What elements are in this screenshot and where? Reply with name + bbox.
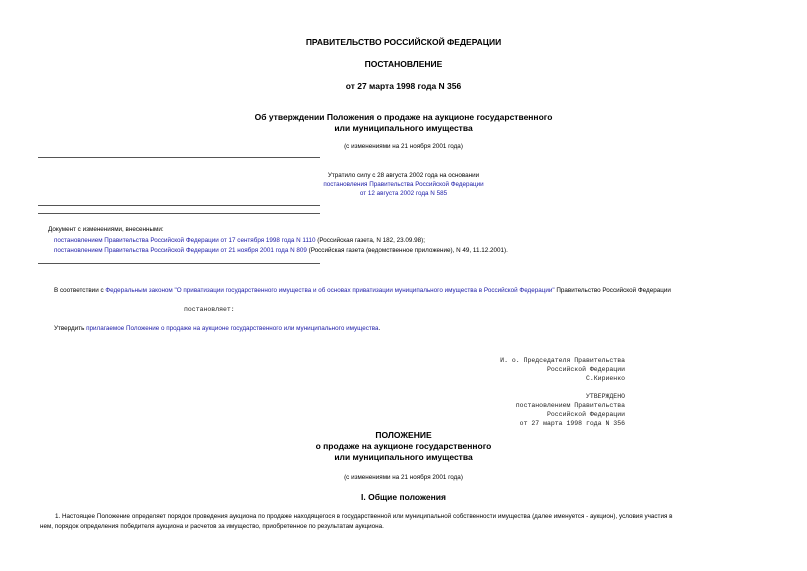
doc-type: ПОСТАНОВЛЕНИЕ — [364, 59, 443, 69]
changes-item — [54, 247, 508, 254]
paragraph-1-line1: 1. Настоящее Положение определяет порядок проведения аукциона по продаже находящегося в государственной или муниципальной собственности имущества (далее именуется - аукцион), условия участия в — [55, 513, 673, 520]
regulation-amendments-note: (с изменениями на 21 ноября 2001 года) — [344, 474, 463, 481]
approve-suffix: . — [378, 325, 381, 332]
change-decree-link[interactable]: постановлением Правительства Российской Федерации от 17 сентября 1998 года N 1110 — [54, 237, 316, 244]
section-heading: I. Общие положения — [361, 492, 446, 502]
doc-amendments-note: (с изменениями на 21 ноября 2001 года) — [344, 143, 463, 150]
government-title: ПРАВИТЕЛЬСТВО РОССИЙСКОЙ ФЕДЕРАЦИИ — [305, 37, 502, 47]
preamble-prefix: В соответствии с — [54, 287, 106, 294]
doc-title-line1: Об утверждении Положения о продаже на аукционе государственного — [254, 112, 553, 122]
preamble-suffix: Правительство Российской Федерации — [554, 287, 671, 294]
approved-date: от 27 марта 1998 года N 356 — [519, 420, 625, 427]
approve-paragraph — [54, 325, 380, 332]
changes-intro: Документ с изменениями, внесенными: — [48, 226, 164, 233]
doc-title-line2: или муниципального имущества — [334, 123, 473, 133]
regulation-link[interactable]: прилагаемое Положение о продаже на аукционе государственного или муниципального имущества — [86, 325, 379, 332]
approved-country: Российской Федерации — [546, 411, 625, 418]
approved-by: постановлением Правительства — [515, 402, 625, 409]
approved-block — [516, 392, 625, 428]
approved-label: УТВЕРЖДЕНО — [585, 393, 625, 400]
signature-country: Российской Федерации — [546, 366, 625, 373]
change-decree-link[interactable]: постановлением Правительства Российской Федерации от 21 ноября 2001 года N 809 — [54, 247, 307, 254]
federal-law-link[interactable]: Федеральным законом "О приватизации государственного имущества и об основах приватизации муниципального имущества в Российской Федерации" — [105, 287, 555, 294]
divider — [38, 213, 320, 214]
changes-item — [54, 237, 425, 244]
doc-date-number: от 27 марта 1998 года N 356 — [345, 81, 462, 91]
divider — [38, 205, 320, 206]
signature-block — [500, 356, 625, 383]
approve-prefix: Утвердить — [54, 325, 87, 332]
preamble-paragraph — [54, 287, 671, 294]
regulation-subtitle-line1: о продаже на аукционе государственного — [315, 441, 492, 451]
change-source: (Российская газета, N 182, 23.09.98); — [315, 237, 425, 244]
decrees-word: постановляет: — [184, 306, 235, 313]
expired-decree-date-link[interactable]: от 12 августа 2002 года N 585 — [359, 190, 448, 197]
signature-name: С.Кириенко — [585, 375, 625, 382]
expired-text: Утратило силу с 28 августа 2002 года на основании — [327, 172, 480, 179]
signature-position: И. о. Председателя Правительства — [500, 357, 625, 364]
change-source: (Российская газета (ведомственное приложение), N 49, 11.12.2001). — [306, 247, 508, 254]
regulation-subtitle-line2: или муниципального имущества — [334, 452, 473, 462]
expired-decree-link[interactable]: постановления Правительства Российской Федерации — [323, 181, 484, 188]
divider — [38, 263, 320, 264]
paragraph-1-line2: нем, порядок определения победителя аукциона и расчетов за имущество, приобретенное по результатам аукциона. — [40, 523, 384, 530]
regulation-title: ПОЛОЖЕНИЕ — [375, 430, 432, 440]
divider — [38, 157, 320, 158]
